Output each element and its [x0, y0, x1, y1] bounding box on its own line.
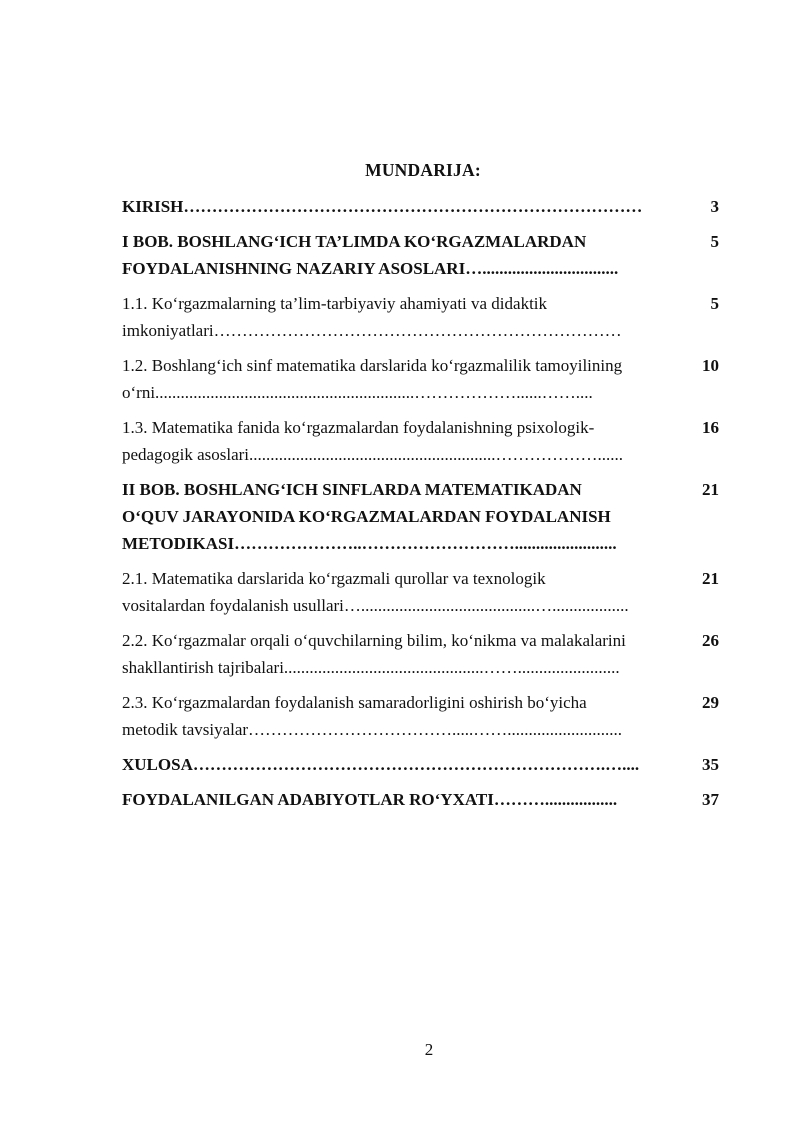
toc-entry [122, 751, 722, 778]
toc-entry-title: II BOB. BOSHLANG‘ICH SINFLARDA MATEMATIKADAN O‘QUV JARAYONIDA KO‘RGAZMALARDAN FOYDALANISH METODIKASI…………………..………………………........................ [122, 480, 617, 553]
toc-entry-page: 21 [702, 569, 719, 588]
toc-entry [122, 565, 722, 619]
toc-entry [122, 414, 722, 468]
toc-entry-title: 2.3. Ko‘rgazmalardan foydalanish samaradorligini oshirish bo‘yicha metodik tavsiyalar……………………………….....……........................... [122, 693, 623, 739]
toc-entry-page: 37 [702, 790, 719, 809]
toc-entry-page: 16 [702, 418, 719, 437]
toc-entry-title: 2.2. Ko‘rgazmalar orqali o‘quvchilarning bilim, ko‘nikma va malakalarini shakllantirish tajribalari...............................................……........................ [122, 631, 626, 677]
toc-entry [122, 352, 722, 406]
toc-entry-page: 5 [710, 232, 719, 251]
toc-entry-title: 2.1. Matematika darslarida ko‘rgazmali qurollar va texnologik vositalardan foydalanish usullari….........................................….................. [122, 569, 629, 615]
toc-entry [122, 228, 722, 282]
toc-entry-title: 1.2. Boshlang‘ich sinf matematika darslarida ko‘rgazmalilik tamoyilining o‘rni.............................................................………………......…….... [122, 356, 623, 402]
toc-entry-title: 1.3. Matematika fanida ko‘rgazmalardan foydalanishning psixologik- pedagogik asoslari..........................................................………………...... [122, 418, 623, 464]
toc-entry [122, 627, 722, 681]
toc-entry-title: FOYDALANILGAN ADABIYOTLAR RO‘YXATI………................. [122, 790, 618, 809]
toc-entry [122, 290, 722, 344]
table-of-contents [122, 193, 722, 821]
toc-entry [122, 193, 722, 220]
toc-entry-title: I BOB. BOSHLANG‘ICH TA’LIMDA KO‘RGAZMALARDAN FOYDALANISHNING NAZARIY ASOSLARI…................................ [122, 232, 619, 278]
toc-entry-page: 26 [702, 631, 719, 650]
page-number: 2 [424, 1040, 434, 1059]
toc-entry [122, 786, 722, 813]
toc-entry-title: KIRISH……………………………………………………………………… [122, 197, 643, 216]
toc-entry-page: 10 [702, 356, 719, 375]
toc-entry [122, 476, 722, 557]
toc-entry-page: 5 [710, 294, 719, 313]
toc-entry [122, 689, 722, 743]
toc-entry-title: XULOSA……………………………………………………………….….... [122, 755, 640, 774]
page-title: MUNDARIJA: [365, 160, 481, 180]
toc-entry-page: 21 [702, 480, 719, 499]
toc-entry-page: 29 [702, 693, 719, 712]
toc-entry-title: 1.1. Ko‘rgazmalarning ta’lim-tarbiyaviy ahamiyati va didaktik imkoniyatlari……………………………………………………………… [122, 294, 622, 340]
toc-entry-page: 35 [702, 755, 719, 774]
toc-entry-page: 3 [710, 197, 719, 216]
